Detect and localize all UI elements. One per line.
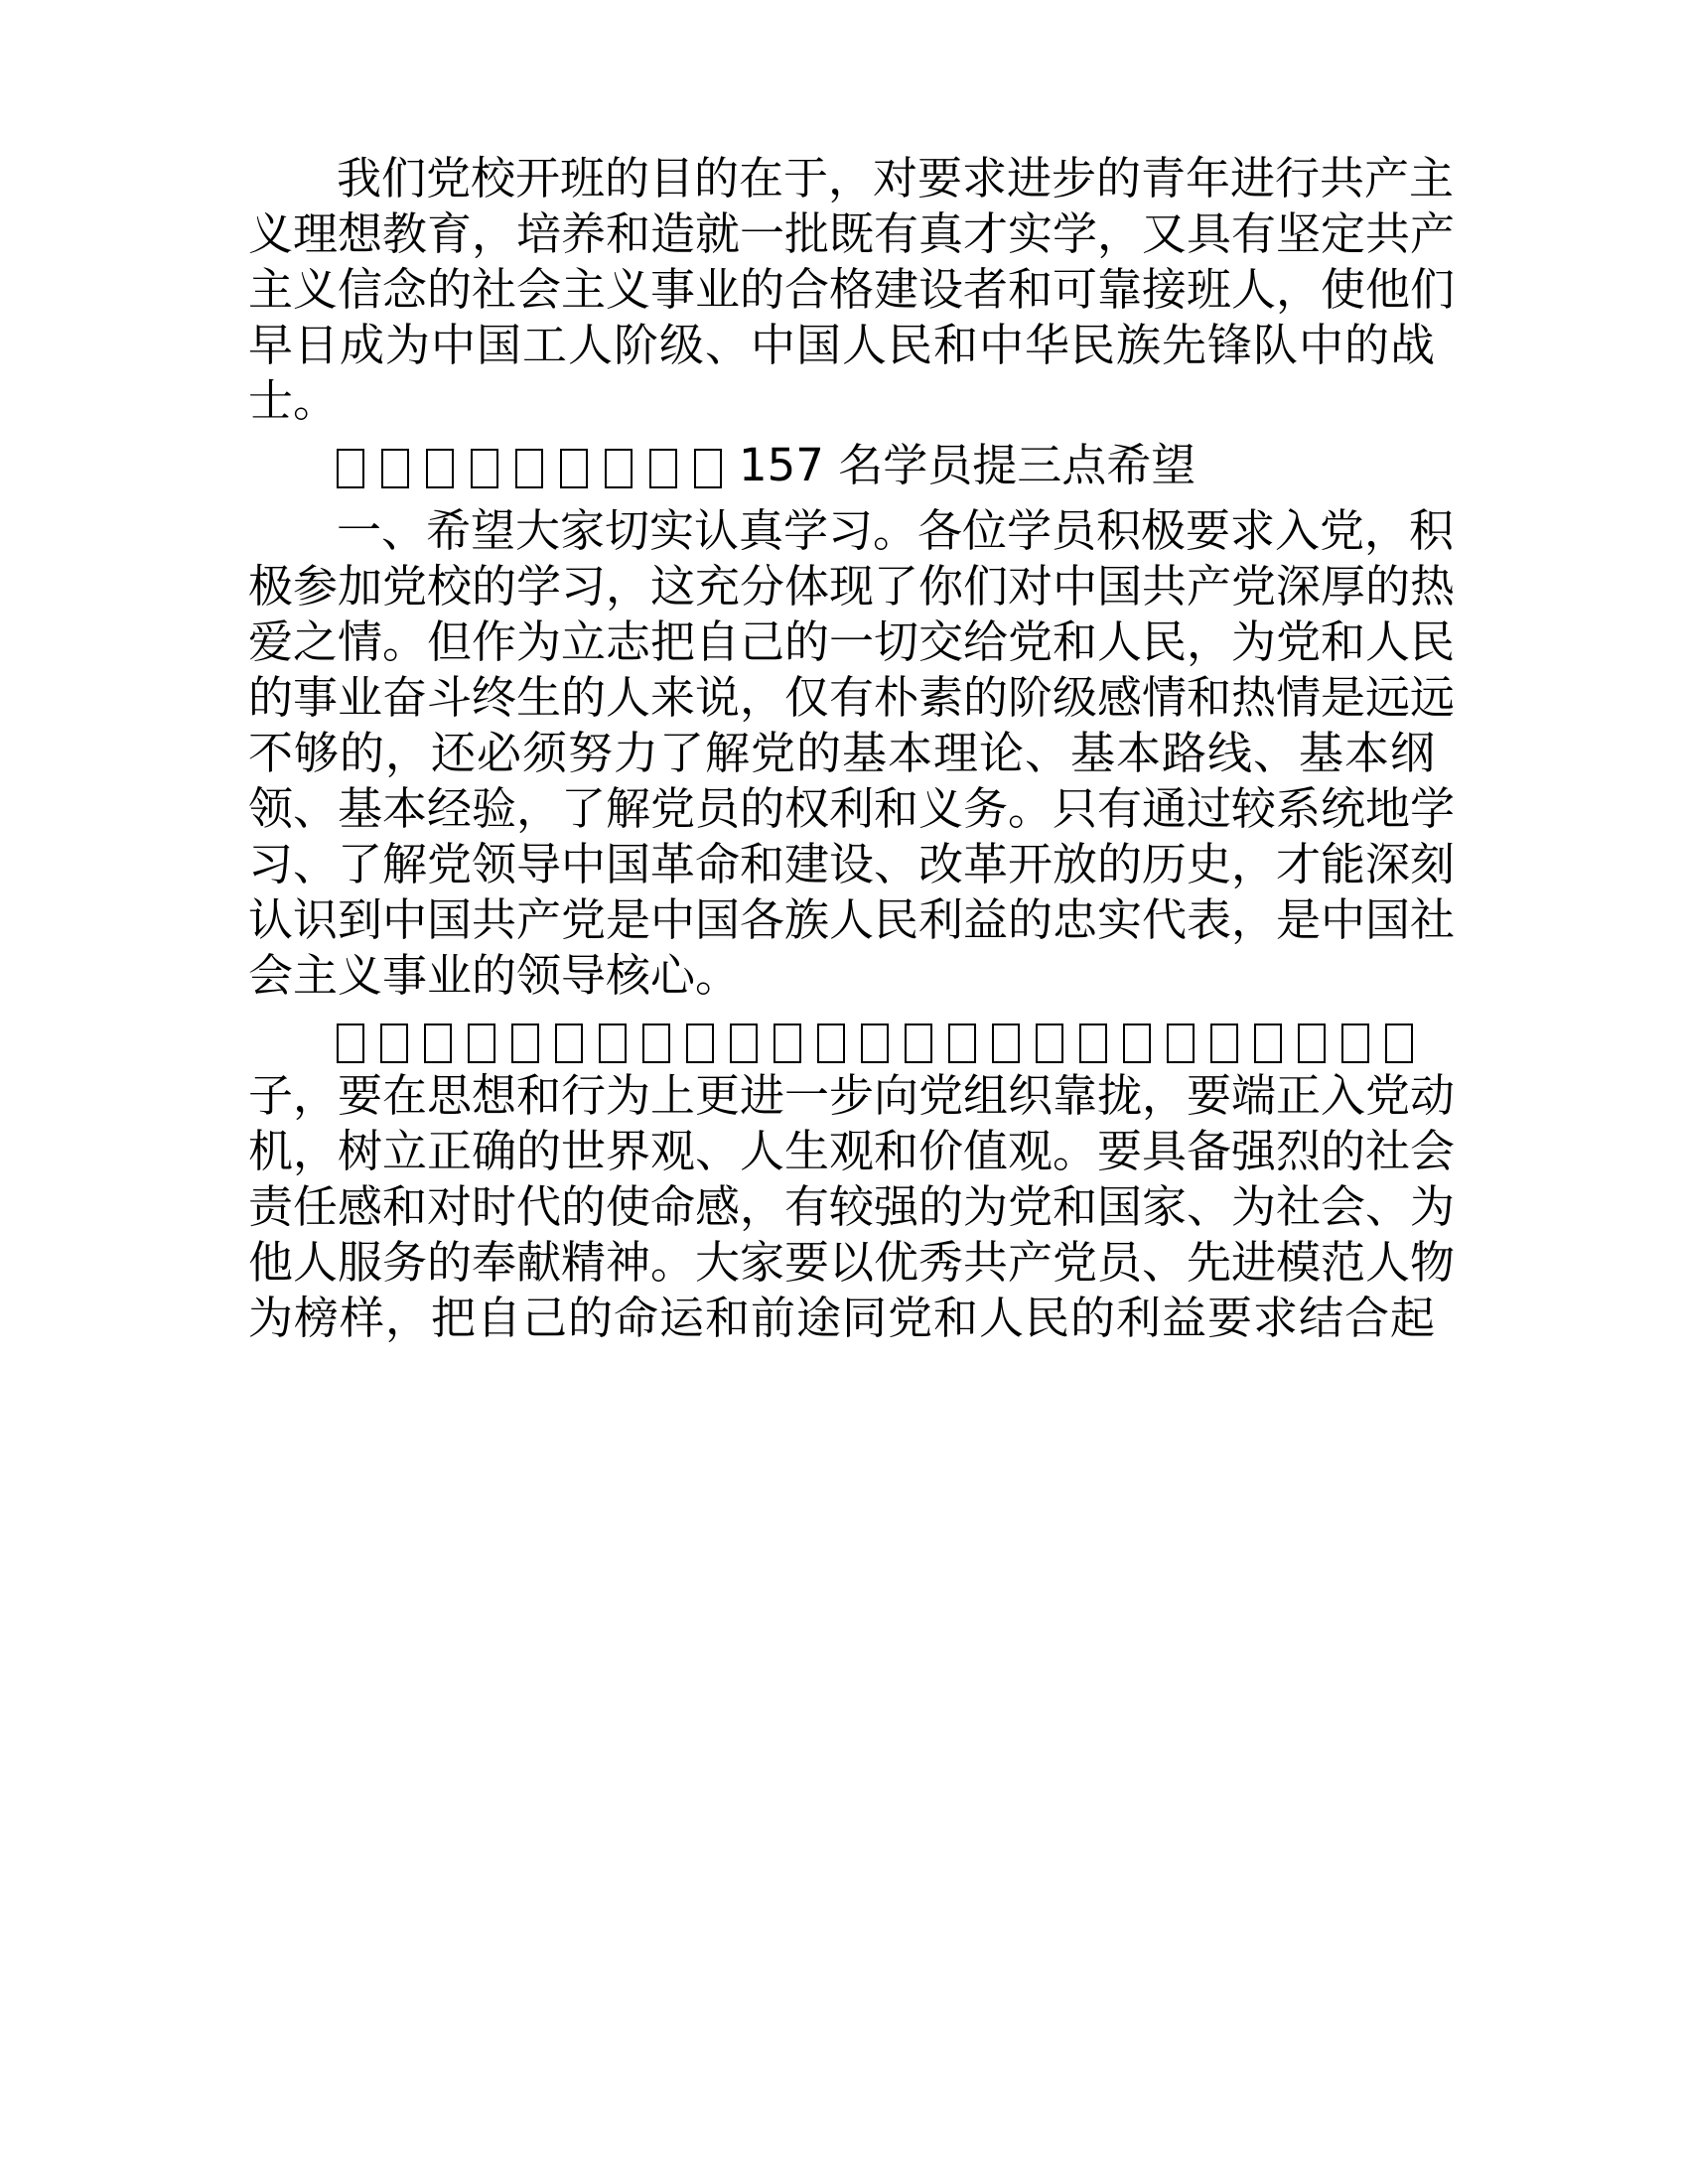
missing-glyph-box [1079, 1024, 1107, 1063]
missing-glyph-box [1341, 1024, 1369, 1063]
missing-glyph-box [599, 1024, 627, 1063]
paragraph-3-line-3: 机，树立正确的世界观、人生观和价值观。要具备强烈的社会 [248, 1125, 1456, 1177]
paragraph-2-line-8: 认识到中国共产党是中国各族人民利益的忠实代表，是中国社 [248, 893, 1456, 946]
paragraph-3-line-2: 子，要在思想和行为上更进一步向党组织靠拢，要端正入党动 [248, 1069, 1456, 1122]
paragraph-3-line-6: 为榜样，把自己的命运和前途同党和人民的利益要求结合起 [248, 1292, 1435, 1344]
missing-glyph-boxes [337, 436, 739, 495]
missing-glyph-box [337, 449, 364, 488]
missing-glyph-box [686, 1024, 714, 1063]
missing-glyph-box [1298, 1024, 1326, 1063]
missing-glyph-box [905, 1024, 932, 1063]
missing-glyph-box [1167, 1024, 1195, 1063]
missing-glyph-box [992, 1024, 1020, 1063]
missing-glyph-box [426, 449, 454, 488]
missing-glyph-box [774, 1024, 801, 1063]
missing-glyph-box [380, 1024, 408, 1063]
missing-glyph-box [861, 1024, 889, 1063]
missing-glyph-box [1254, 1024, 1282, 1063]
paragraph-1-line-5: 士。 [248, 374, 339, 427]
missing-glyph-box [1036, 1024, 1063, 1063]
missing-glyph-box [424, 1024, 452, 1063]
missing-glyph-box [471, 449, 498, 488]
paragraph-1-line-2: 义理想教育，培养和造就一批既有真才实学，又具有坚定共产 [248, 207, 1456, 260]
missing-glyph-box [337, 1024, 364, 1063]
section-heading-text: 157 名学员提三点希望 [739, 439, 1196, 491]
paragraph-2-line-1: 一、希望大家切实认真学习。各位学员积极要求入党，积 [337, 504, 1455, 557]
missing-glyph-box [560, 449, 588, 488]
missing-glyph-box [730, 1024, 758, 1063]
paragraph-3-line-1 [337, 1011, 1435, 1070]
missing-glyph-box [1385, 1024, 1413, 1063]
missing-glyph-box [381, 449, 409, 488]
missing-glyph-boxes [337, 1011, 1429, 1070]
missing-glyph-box [948, 1024, 976, 1063]
paragraph-2-line-5: 不够的，还必须努力了解党的基本理论、基本路线、基本纲 [248, 727, 1435, 779]
missing-glyph-box [555, 1024, 583, 1063]
paragraph-2-line-2: 极参加党校的学习，这充分体现了你们对中国共产党深厚的热 [248, 560, 1456, 613]
paragraph-3-line-5: 他人服务的奉献精神。大家要以优秀共产党员、先进模范人物 [248, 1236, 1456, 1289]
paragraph-2-line-4: 的事业奋斗终生的人来说，仅有朴素的阶级感情和热情是远远 [248, 671, 1456, 724]
paragraph-1-line-3: 主义信念的社会主义事业的合格建设者和可靠接班人，使他们 [248, 263, 1456, 316]
missing-glyph-box [468, 1024, 495, 1063]
missing-glyph-box [642, 1024, 670, 1063]
missing-glyph-box [649, 449, 677, 488]
paragraph-2-line-9: 会主义事业的领导核心。 [248, 949, 741, 1002]
missing-glyph-box [694, 449, 722, 488]
missing-glyph-box [605, 449, 633, 488]
paragraph-2-line-3: 爱之情。但作为立志把自己的一切交给党和人民，为党和人民 [248, 615, 1456, 668]
missing-glyph-box [817, 1024, 845, 1063]
paragraph-2-line-7: 习、了解党领导中国革命和建设、改革开放的历史，才能深刻 [248, 838, 1456, 890]
missing-glyph-box [1123, 1024, 1151, 1063]
missing-glyph-box [515, 449, 543, 488]
paragraph-3-line-4: 责任感和对时代的使命感，有较强的为党和国家、为社会、为 [248, 1180, 1456, 1233]
section-heading [337, 436, 1196, 495]
missing-glyph-box [1210, 1024, 1238, 1063]
paragraph-1-line-4: 早日成为中国工人阶级、中国人民和中华民族先锋队中的战 [248, 319, 1435, 371]
paragraph-1-line-1: 我们党校开班的目的在于，对要求进步的青年进行共产主 [337, 152, 1455, 205]
missing-glyph-box [511, 1024, 539, 1063]
paragraph-2-line-6: 领、基本经验，了解党员的权利和义务。只有通过较系统地学 [248, 782, 1456, 835]
